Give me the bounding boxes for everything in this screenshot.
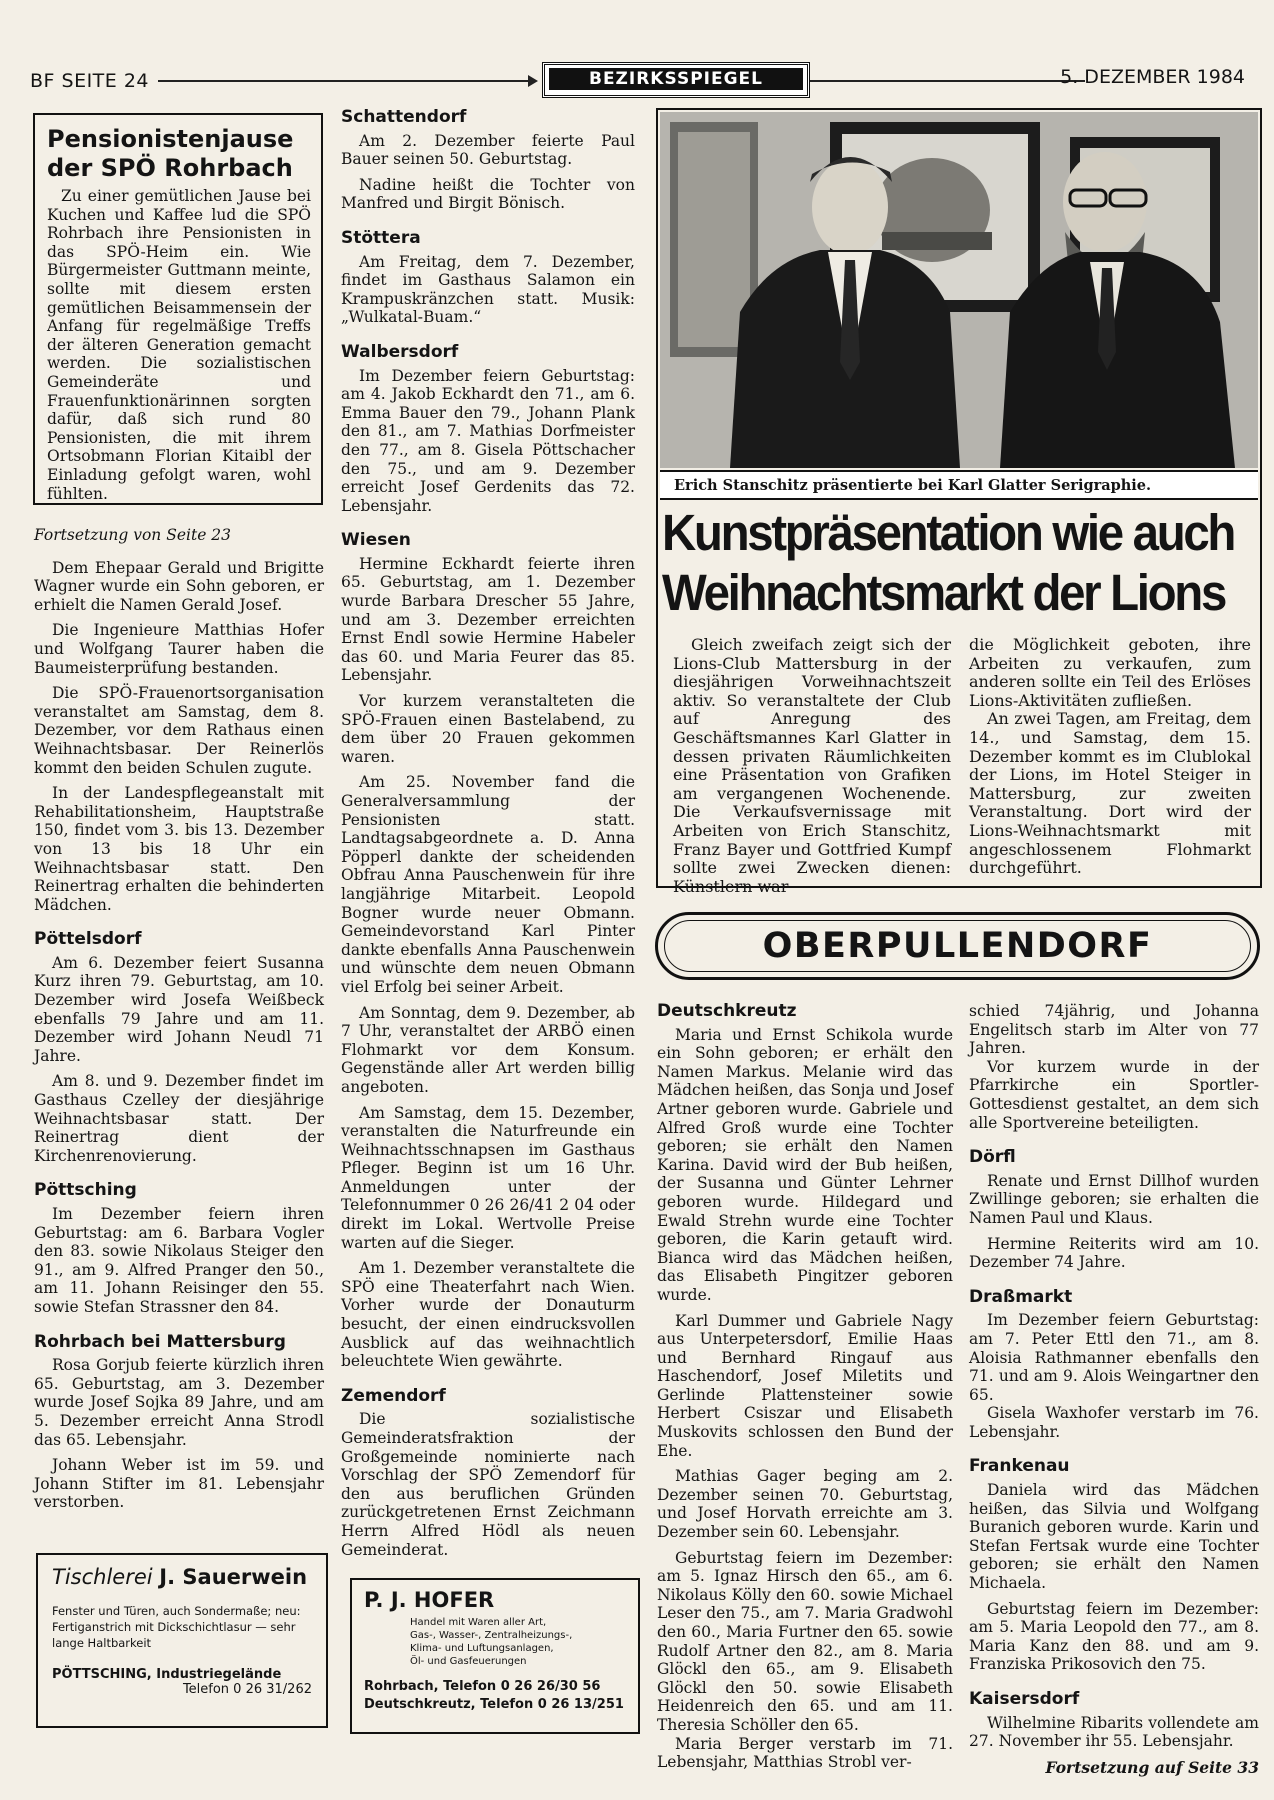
paragraph: Karl Dummer und Gabriele Nagy aus Unterpetersdorf, Emilie Haas und Bernhard Ringauf aus Haschendorf, Josef Miletits und Gerlinde Plattensteiner sowie Herbert Csiszar und Elisabeth Muskovits schlossen den Bund der Ehe. [657,1311,953,1460]
feature-text-left [673,636,951,903]
continued-to: Fortsetzung auf Seite 33 [1045,1757,1259,1777]
paragraph: Maria Berger verstarb im 71. Lebensjahr, Matthias Strobl ver- [657,1734,953,1772]
paragraph: Hermine Eckhardt feierte ihren 65. Geburtstag, am 1. Dezember wurde Barbara Drescher 55 Jahre, und am 3. Dezember erreichten Ernst Endl sowie Hermine Habeler das 60. und Maria Feurer das 85. Lebensjahr. [341,554,635,685]
section-title: Pöttelsdorf [34,929,142,950]
paragraph: Gisela Waxhofer verstarb im 76. Lebensjahr. [969,1404,1259,1441]
paragraph: Im Dezember feiern Geburtstag: am 7. Peter Ettl den 71., am 8. Aloisia Rathmanner ebenfalls den 71. und am 9. Alois Weingartner den 65. [969,1311,1259,1404]
issue-date: 5. DEZEMBER 1984 [1060,66,1245,88]
paragraph: Am 25. November fand die Generalversammlung der Pensionisten statt. Landtagsabgeordnete a. D. Anna Pöpperl dankte der scheidenden Obfrau Anna Pauschenwein für ihre langjährige Mitarbeit. Leopold Bogner wurde neuer Obmann. Gemeindevorstand Karl Pinter dankte ebenfalls Anna Pauschenwein und wünschte dem neuen Obmann viel Erfolg bei seiner Arbeit. [341,773,635,996]
ad-title: P. J. HOFER [364,1588,495,1612]
ad-description: Fenster und Türen, auch Sondermaße; neu: Fertiganstrich mit Dickschichtlasur — sehr lange Haltbarkeit [52,1604,301,1650]
paragraph: Die sozialistische Gemeinderatsfraktion der Großgemeinde nominierte nach Vorschlag der SPÖ Zemendorf für den aus beruflichen Gründen zurückgetretenen Ernst Zeichmann Herrn Alfred Hödl als neuen Gemeinderat. [341,1410,635,1559]
ad-contact-2: Deutschkreutz, Telefon 0 26 13/251 [364,1697,624,1712]
paragraph: Vor kurzem wurde in der Pfarrkirche ein Sportler-Gottesdienst gestaltet, an dem sich alle Sportvereine beteiligten. [969,1057,1259,1132]
ad-desc-line: Klima- und Luftungsanlagen, [410,1643,554,1654]
header-rule-right [810,80,1085,82]
ad-desc-line: Öl- und Gasfeuerungen [410,1656,527,1667]
paragraph: An zwei Tagen, am Freitag, dem 14., und Samstag, dem 15. Dezember kommt es im Clublokal der Lions, im Hotel Steiger in Mattersburg, zur zweiten Veranstaltung. Dort wird der Lions-Weihnachtsmarkt mit angeschlossenem Flohmarkt durchgeführt. [969,709,1251,878]
header-rule-left [158,80,536,82]
paragraph: Am Freitag, dem 7. Dezember, findet im Gasthaus Salamon ein Krampuskränzchen statt. Musik: „Wulkatal-Buam.“ [341,252,635,327]
paragraph: Geburtstag feiern im Dezember: am 5. Ignaz Hirsch den 65., am 6. Nikolaus Kölly den 60. sowie Michael Leser den 75., am 7. Maria Gradwohl den 60., Maria Furtner den 65. sowie Rudolf Artner den 82., am 8. Maria Glöckl den 65., am 9. Elisabeth Glöckl den 50. sowie Elisabeth Heidenreich den 65. und am 11. Theresia Schöller den 65. [657,1548,953,1734]
ad-contact-1: Rohrbach, Telefon 0 26 26/30 56 [364,1679,601,1694]
paragraph: Geburtstag feiern im Dezember: am 5. Maria Leopold den 77., am 8. Maria Kanz den 88. und am 9. Franziska Prikosovich den 75. [969,1599,1259,1674]
paragraph: Hermine Reiterits wird am 10. Dezember 74 Jahre. [969,1234,1259,1272]
feature-headline [662,503,1254,623]
section-title: Walbersdorf [341,341,459,362]
box-pensionistenjause [33,113,323,505]
page-header [30,62,1255,102]
ad-tischlerei [36,1553,328,1728]
paragraph: Am Sonntag, dem 9. Dezember, ab 7 Uhr, veranstaltet der ARBÖ einen Flohmarkt vor dem Konsum. Gegenstände aller Art werden billig angeboten. [341,1003,635,1096]
headline-line-2: Weihnachtsmarkt der Lions [662,564,1226,621]
ad-title-italic: Tischlerei [52,1565,153,1589]
section-title: Zemendorf [341,1385,446,1406]
paragraph: Die SPÖ-Frauenortsorganisation veranstaltet am Samstag, dem 8. Dezember, vor dem Rathaus einen Weihnachtsbasar. Der Reinerlös kommt den beiden Schulen zugute. [34,684,324,777]
paragraph: Am 2. Dezember feierte Paul Bauer seinen 50. Geburtstag. [341,131,635,169]
oberpullendorf-col-left [657,1002,953,1779]
paragraph: die Möglichkeit geboten, ihre Arbeiten zu verkaufen, zum anderen sollte ein Teil des Erlöses Lions-Aktivitäten zufließen. [969,635,1251,710]
column-1 [34,526,324,1519]
paragraph: schied 74jährig, und Johanna Engelitsch starb im Alter von 77 Jahren. [969,1002,1259,1058]
section-label-inner: BEZIRKSSPIEGEL [549,68,803,90]
section-title: Wiesen [341,530,411,551]
section-title: Pöttsching [34,1180,137,1201]
paragraph: Maria und Ernst Schikola wurde ein Sohn geboren; er erhält den Namen Markus. Melanie wird das Mädchen heißen, das Sonja und Josef Artner geboren wurde. Gabriele und Alfred Groß wurde eine Tochter geboren; sie erhält den Namen Karina. David wird der Bub heißen, der Susanna und Günter Lehrner geboren wurde. Hildegard und Ewald Strehn wurde eine Tochter geboren, die Karin getauft wird. Bianca wird das Mädchen heißen, das Elisabeth Pingitzer geboren wurde. [657,1025,953,1304]
paragraph: Am 6. Dezember feiert Susanna Kurz ihren 79. Geburtstag, am 10. Dezember wird Josefa Weißbeck ebenfalls 79 Jahre und am 11. Dezember wird Johann Neudl 71 Jahre. [34,953,324,1065]
paragraph: Gleich zweifach zeigt sich der Lions-Club Mattersburg in der diesjährigen Vorweihnachtszeit aktiv. So veranstaltete der Club auf Anregung des Geschäftsmannes Karl Glatter in dessen privaten Räumlichkeiten eine Präsentation von Grafiken am vergangenen Wochenende. Die Verkaufsvernissage mit Arbeiten von Erich Stanschitz, Franz Bayer und Gottfried Kumpf sollte zwei Zwecken dienen: Künstlern war [673,635,951,896]
paragraph: Johann Weber ist im 59. und Johann Stifter im 81. Lebensjahr verstorben. [34,1456,324,1512]
headline-line-1: Kunstpräsentation wie auch [662,504,1235,561]
feature-text-right [969,636,1251,885]
ad-hofer [350,1578,640,1734]
photo-illustration [660,112,1258,468]
ad-desc-line: Handel mit Waren aller Art, [410,1617,547,1628]
paragraph: Am 1. Dezember veranstaltete die SPÖ eine Theaterfahrt nach Wien. Vorher wurde der Donauturm besucht, der einen eindrucksvollen Ausblick auf das weihnachtlich beleuchtete Wien gewährte. [341,1259,635,1371]
ad-desc-line: Gas-, Wasser-, Zentralheizungs-, [410,1630,573,1641]
oberpullendorf-col-right [969,1002,1259,1784]
continued-from: Fortsetzung von Seite 23 [34,526,232,544]
ad-address: PÖTTSCHING, Industriegelände [52,1667,282,1682]
section-title: Draßmarkt [969,1286,1073,1307]
paragraph: Am 8. und 9. Dezember findet im Gasthaus Czelley der diesjährige Weihnachtsbasar statt. Der Reinertrag dient der Kirchenrenovierung. [34,1072,324,1165]
paragraph: In der Landespflegeanstalt mit Rehabilitationsheim, Hauptstraße 150, findet vom 3. bis 13. Dezember von 13 bis 18 Uhr ein Weihnachtsbasar statt. Den Reinertrag erhalten die behinderten Mädchen. [34,784,324,914]
photo-caption-box [660,470,1258,500]
paragraph: Wilhelmine Ribarits vollendete am 27. November ihr 55. Lebensjahr. [969,1713,1259,1751]
photo-lions [660,112,1258,468]
paragraph: Rosa Gorjub feierte kürzlich ihren 65. Geburtstag, am 3. Dezember wurde Josef Sojka 89 Jahre, und am 5. Dezember erreicht Anna Strodl das 65. Lebensjahr. [34,1356,324,1449]
paragraph: Dem Ehepaar Gerald und Brigitte Wagner wurde ein Sohn geboren, er erhielt die Namen Gerald Josef. [34,558,324,614]
photo-caption: Erich Stanschitz präsentierte bei Karl Glatter Serigraphie. [674,477,1152,494]
region-banner [655,912,1260,980]
ad-title-bold: J. Sauerwein [159,1565,308,1589]
paragraph: Am Samstag, dem 15. Dezember, veranstalten die Naturfreunde ein Weihnachtsschnapsen im Gasthaus Pfleger. Beginn ist um 16 Uhr. Anmeldungen unter der Telefonnummer 0 26 26/41 2 04 oder direkt im Lokal. Wertvolle Preise warten auf die Sieger. [341,1103,635,1252]
ad-title [52,1565,312,1589]
page-number: BF SEITE 24 [30,70,149,92]
paragraph: Die Ingenieure Matthias Hofer und Wolfgang Taurer haben die Baumeisterprüfung bestanden. [34,621,324,677]
section-title: Frankenau [969,1456,1070,1477]
section-title: Stöttera [341,227,421,248]
column-2 [341,108,635,1566]
paragraph: Daniela wird das Mädchen heißen, das Silvia und Wolfgang Buranich geboren wurde. Karin und Stefan Fertsak wurde eine Tochter geboren; sie erhält den Namen Michaela. [969,1481,1259,1593]
section-title: Dörfl [969,1147,1016,1168]
section-title: Deutschkreutz [657,1001,797,1021]
box-text: Zu einer gemütlichen Jause bei Kuchen und Kaffee lud die SPÖ Rohrbach ihre Pensionisten in das SPÖ-Heim ein. Wie Bürgermeister Guttmann meinte, sollte mit diesem ersten gemütlichen Beisammensein der Anfang für regelmäßige Treffs der älteren Generation gemacht werden. Die sozialistischen Gemeinderäte und Frauenfunktionärinnen sorgten dafür, daß sich rund 80 Pensionisten, die mit ihrem Ortsobmann Florian Kitaibl der Einladung gefolgt waren, wohl fühlten. [47,187,311,503]
paragraph: Im Dezember feiern ihren Geburtstag: am 6. Barbara Vogler den 83. sowie Nikolaus Steiger den 91., am 9. Alfred Pranger den 50., am 11. Johann Reisinger den 55. sowie Stefan Strassner den 84. [34,1205,324,1316]
section-title: Kaisersdorf [969,1689,1080,1709]
region-banner-title: OBERPULLENDORF [762,926,1153,966]
box-title: Pensionistenjause der SPÖ Rohrbach [47,125,294,182]
section-title: Schattendorf [341,107,467,127]
paragraph: Nadine heißt die Tochter von Manfred und Birgit Bönisch. [341,175,635,213]
paragraph: Vor kurzem veranstalteten die SPÖ-Frauen einen Bastelabend, zu dem über 20 Frauen gekommen waren. [341,692,635,766]
ad-phone: Telefon 0 26 31/262 [182,1682,312,1697]
paragraph: Mathias Gager beging am 2. Dezember seinen 70. Geburtstag, und Josef Horvath erreichte am 3. Dezember sein 60. Lebensjahr. [657,1467,953,1542]
section-title: Rohrbach bei Mattersburg [34,1331,286,1352]
paragraph: Renate und Ernst Dillhof wurden Zwillinge geboren; sie erhalten die Namen Paul und Klaus. [969,1171,1259,1227]
paragraph: Im Dezember feiern Geburtstag: am 4. Jakob Eckhardt den 71., am 6. Emma Bauer den 79., Johann Plank den 81., am 7. Mathias Dorfmeister den 77., am 8. Gisela Pöttschacher den 75., und am 9. Dezember erreicht Josef Gerdenits das 72. Lebensjahr. [341,366,635,515]
